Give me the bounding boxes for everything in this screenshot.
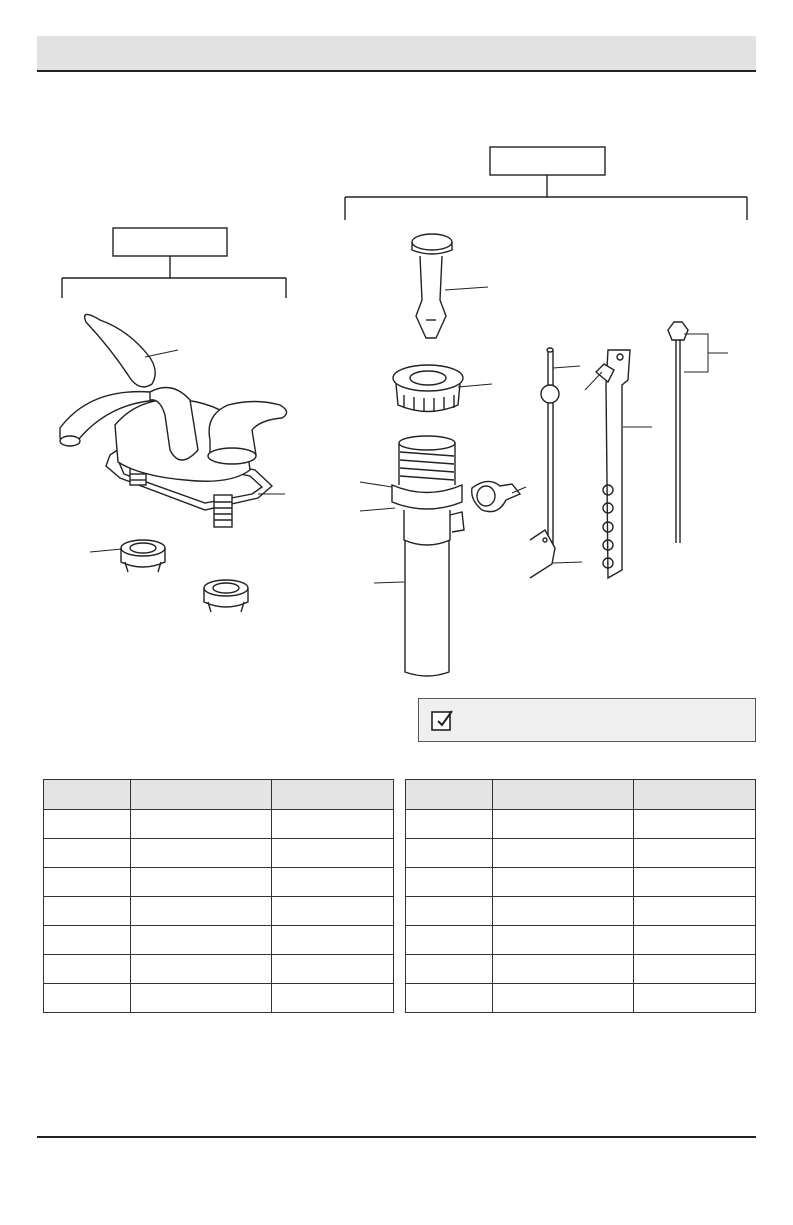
- mounting-nut-1: [121, 540, 165, 572]
- table-row: [44, 868, 394, 897]
- table-cell: [492, 839, 634, 868]
- column-header: [44, 780, 131, 810]
- table-cell: [130, 984, 272, 1013]
- table-cell: [406, 897, 493, 926]
- table-cell: [272, 984, 394, 1013]
- table-row: [406, 839, 756, 868]
- column-header: [406, 780, 493, 810]
- pivot-nut-drawing: [472, 481, 520, 511]
- table-cell: [492, 955, 634, 984]
- table-cell: [634, 897, 756, 926]
- table-row: [406, 926, 756, 955]
- faucet-group-bracket: [62, 256, 286, 298]
- table-cell: [272, 955, 394, 984]
- extension-strap-drawing: [596, 350, 630, 578]
- spring-clip-drawing: [530, 530, 555, 578]
- table-cell: [272, 897, 394, 926]
- table-cell: [272, 868, 394, 897]
- table-cell: [130, 868, 272, 897]
- table-cell: [130, 955, 272, 984]
- drain-body-drawing: [392, 436, 464, 676]
- note-icon: [429, 707, 455, 733]
- note-box: [418, 698, 756, 742]
- table-cell: [44, 926, 131, 955]
- table-cell: [130, 839, 272, 868]
- table-cell: [44, 984, 131, 1013]
- table-cell: [634, 868, 756, 897]
- column-header: [272, 780, 394, 810]
- table-cell: [44, 810, 131, 839]
- table-cell: [406, 926, 493, 955]
- table-cell: [406, 839, 493, 868]
- mounting-nut-2: [204, 580, 248, 612]
- table-cell: [272, 810, 394, 839]
- parts-table-left: [43, 779, 394, 1013]
- table-row: [406, 897, 756, 926]
- table-cell: [634, 955, 756, 984]
- table-header-row: [406, 780, 756, 810]
- table-cell: [44, 839, 131, 868]
- table-row: [44, 926, 394, 955]
- drain-stopper-drawing: [412, 234, 452, 338]
- table-row: [44, 984, 394, 1013]
- table-cell: [492, 926, 634, 955]
- table-cell: [406, 984, 493, 1013]
- table-cell: [406, 955, 493, 984]
- faucet-group-label-box: [113, 228, 227, 256]
- table-cell: [406, 810, 493, 839]
- pivot-rod-drawing: [541, 348, 559, 545]
- table-row: [406, 984, 756, 1013]
- table-cell: [492, 810, 634, 839]
- table-cell: [634, 810, 756, 839]
- table-cell: [44, 955, 131, 984]
- footer-rule: [37, 1136, 756, 1138]
- table-cell: [492, 984, 634, 1013]
- table-cell: [44, 868, 131, 897]
- table-cell: [272, 839, 394, 868]
- drain-group-bracket: [345, 175, 747, 220]
- table-cell: [492, 897, 634, 926]
- table-row: [406, 868, 756, 897]
- table-cell: [272, 926, 394, 955]
- column-header: [634, 780, 756, 810]
- column-header: [492, 780, 634, 810]
- table-row: [44, 897, 394, 926]
- table-cell: [130, 926, 272, 955]
- table-cell: [130, 897, 272, 926]
- table-cell: [406, 868, 493, 897]
- table-row: [406, 810, 756, 839]
- parts-table-right: [405, 779, 756, 1013]
- table-cell: [634, 926, 756, 955]
- table-cell: [634, 984, 756, 1013]
- table-cell: [634, 839, 756, 868]
- lift-rod-drawing: [668, 322, 688, 543]
- drain-group-label-box: [490, 147, 605, 175]
- faucet-drawing: [60, 314, 287, 527]
- drain-flange-drawing: [393, 365, 463, 412]
- table-row: [44, 810, 394, 839]
- table-cell: [130, 810, 272, 839]
- table-cell: [492, 868, 634, 897]
- table-row: [406, 955, 756, 984]
- table-cell: [44, 897, 131, 926]
- table-row: [44, 839, 394, 868]
- table-header-row: [44, 780, 394, 810]
- column-header: [130, 780, 272, 810]
- table-row: [44, 955, 394, 984]
